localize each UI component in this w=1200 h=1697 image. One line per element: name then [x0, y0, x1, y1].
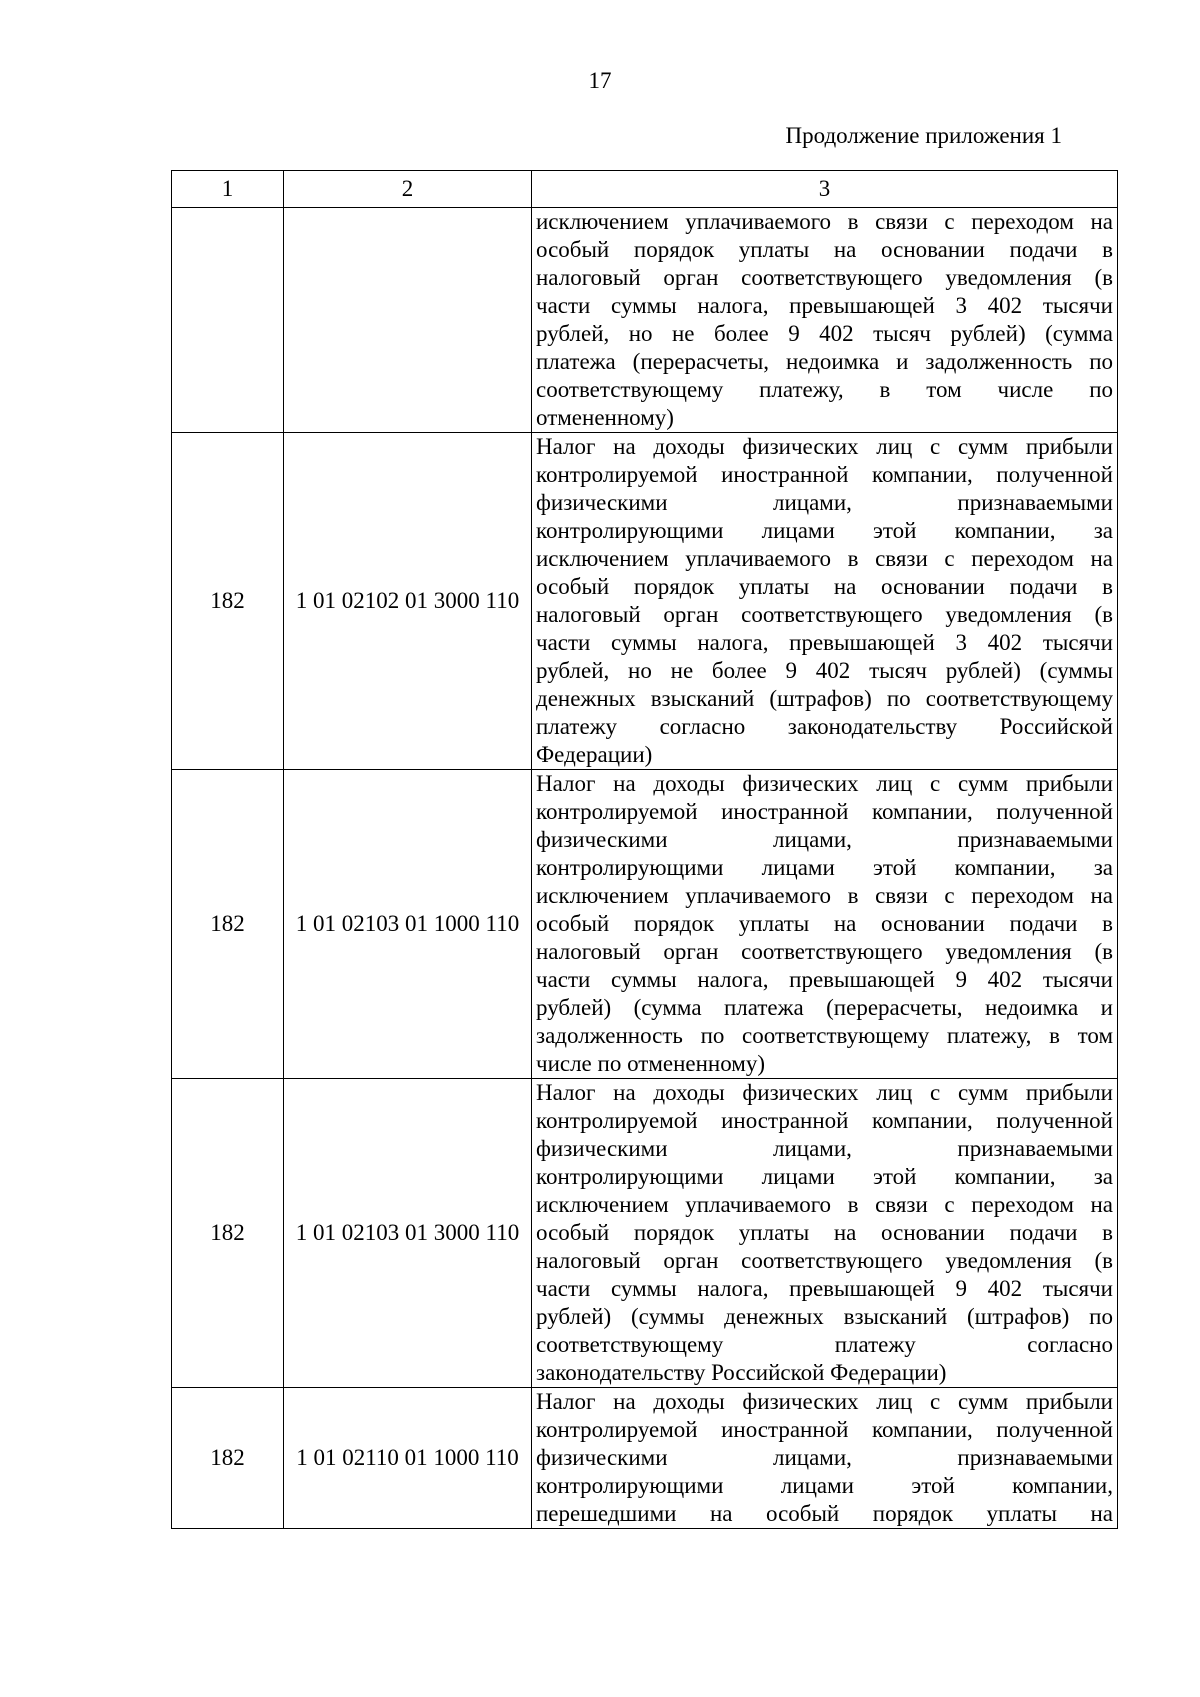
description-line: налоговый орган соответствующего уведомления (в	[536, 602, 1113, 627]
description-line: Налог на доходы физических лиц с сумм прибыли	[536, 1389, 1113, 1414]
table-row	[172, 770, 1118, 1079]
budget-classification-code-cell: 1 01 02110 01 1000 110	[284, 1388, 532, 1529]
description-line: соответствующему платежу согласно	[536, 1332, 1113, 1357]
table-row	[172, 1388, 1118, 1529]
description-line: Федерации)	[536, 742, 653, 767]
description-line: перешедшими на особый порядок уплаты на	[536, 1501, 1113, 1526]
description-line: налоговый орган соответствующего уведомления (в	[536, 1248, 1113, 1273]
budget-classification-code-cell: 1 01 02102 01 3000 110	[284, 433, 532, 770]
description-line: платежу согласно законодательству Российской	[536, 714, 1113, 739]
budget-classification-code-cell: 1 01 02103 01 1000 110	[284, 770, 532, 1079]
column-header-3: 3	[532, 171, 1118, 208]
description-line: Налог на доходы физических лиц с сумм прибыли	[536, 434, 1113, 459]
table-body	[172, 208, 1118, 1529]
column-header-1: 1	[172, 171, 284, 208]
description-line: исключением уплачиваемого в связи с переходом на	[536, 883, 1113, 908]
income-description-cell	[532, 208, 1118, 433]
description-line: особый порядок уплаты на основании подачи в	[536, 574, 1113, 599]
budget-classification-code-cell	[284, 208, 532, 433]
description-line: рублей, но не более 9 402 тысяч рублей) (сумма	[536, 321, 1113, 346]
description-line: налоговый орган соответствующего уведомления (в	[536, 265, 1113, 290]
description-line: физическими лицами, признаваемыми	[536, 1445, 1113, 1470]
description-line: законодательству Российской Федерации)	[536, 1360, 947, 1385]
description-line: Налог на доходы физических лиц с сумм прибыли	[536, 771, 1113, 796]
appendix-continuation-label: Продолжение приложения 1	[785, 123, 1062, 148]
admin-code-cell: 182	[172, 1388, 284, 1529]
description-line: числе по отмененному)	[536, 1051, 766, 1076]
description-line: соответствующему платежу, в том числе по	[536, 377, 1113, 402]
description-line: рублей) (сумма платежа (перерасчеты, недоимка и	[536, 995, 1113, 1020]
description-line: особый порядок уплаты на основании подачи в	[536, 1220, 1113, 1245]
description-line: части суммы налога, превышающей 9 402 тысячи	[536, 1276, 1113, 1301]
description-line: контролируемой иностранной компании, полученной	[536, 1108, 1113, 1133]
page-number: 17	[588, 68, 612, 93]
income-description-cell	[532, 1388, 1118, 1529]
table-row	[172, 1079, 1118, 1388]
admin-code-cell: 182	[172, 1079, 284, 1388]
description-line: части суммы налога, превышающей 3 402 тысячи	[536, 293, 1113, 318]
column-header-2: 2	[284, 171, 532, 208]
description-line: платежа (перерасчеты, недоимка и задолженность по	[536, 349, 1113, 374]
table-row	[172, 433, 1118, 770]
budget-classification-code-cell: 1 01 02103 01 3000 110	[284, 1079, 532, 1388]
description-line: рублей, но не более 9 402 тысяч рублей) (суммы	[536, 658, 1113, 683]
description-line: денежных взысканий (штрафов) по соответствующему	[536, 686, 1113, 711]
description-line: контролируемой иностранной компании, полученной	[536, 1417, 1113, 1442]
admin-code-cell: 182	[172, 433, 284, 770]
description-line: рублей) (суммы денежных взысканий (штрафов) по	[536, 1304, 1113, 1329]
description-line: исключением уплачиваемого в связи с переходом на	[536, 1192, 1113, 1217]
budget-codes-table	[171, 170, 1118, 1529]
description-line: Налог на доходы физических лиц с сумм прибыли	[536, 1080, 1113, 1105]
description-line: исключением уплачиваемого в связи с переходом на	[536, 209, 1113, 234]
description-line: части суммы налога, превышающей 9 402 тысячи	[536, 967, 1113, 992]
table-header-row	[172, 171, 1118, 208]
description-line: физическими лицами, признаваемыми	[536, 490, 1113, 515]
description-line: физическими лицами, признаваемыми	[536, 1136, 1113, 1161]
description-line: задолженность по соответствующему платежу, в том	[536, 1023, 1113, 1048]
description-line: исключением уплачиваемого в связи с переходом на	[536, 546, 1113, 571]
description-line: контролируемой иностранной компании, полученной	[536, 799, 1113, 824]
description-line: контролирующими лицами этой компании, за	[536, 855, 1113, 880]
description-line: физическими лицами, признаваемыми	[536, 827, 1113, 852]
description-line: особый порядок уплаты на основании подачи в	[536, 911, 1113, 936]
description-line: контролируемой иностранной компании, полученной	[536, 462, 1113, 487]
income-description-cell	[532, 433, 1118, 770]
description-line: отмененному)	[536, 405, 674, 430]
description-line: контролирующими лицами этой компании, за	[536, 1164, 1113, 1189]
income-description-cell	[532, 1079, 1118, 1388]
description-line: контролирующими лицами этой компании,	[536, 1473, 1113, 1498]
description-line: особый порядок уплаты на основании подачи в	[536, 237, 1113, 262]
table-row	[172, 208, 1118, 433]
description-line: части суммы налога, превышающей 3 402 тысячи	[536, 630, 1113, 655]
income-description-cell	[532, 770, 1118, 1079]
admin-code-cell: 182	[172, 770, 284, 1079]
description-line: контролирующими лицами этой компании, за	[536, 518, 1113, 543]
description-line: налоговый орган соответствующего уведомления (в	[536, 939, 1113, 964]
admin-code-cell	[172, 208, 284, 433]
